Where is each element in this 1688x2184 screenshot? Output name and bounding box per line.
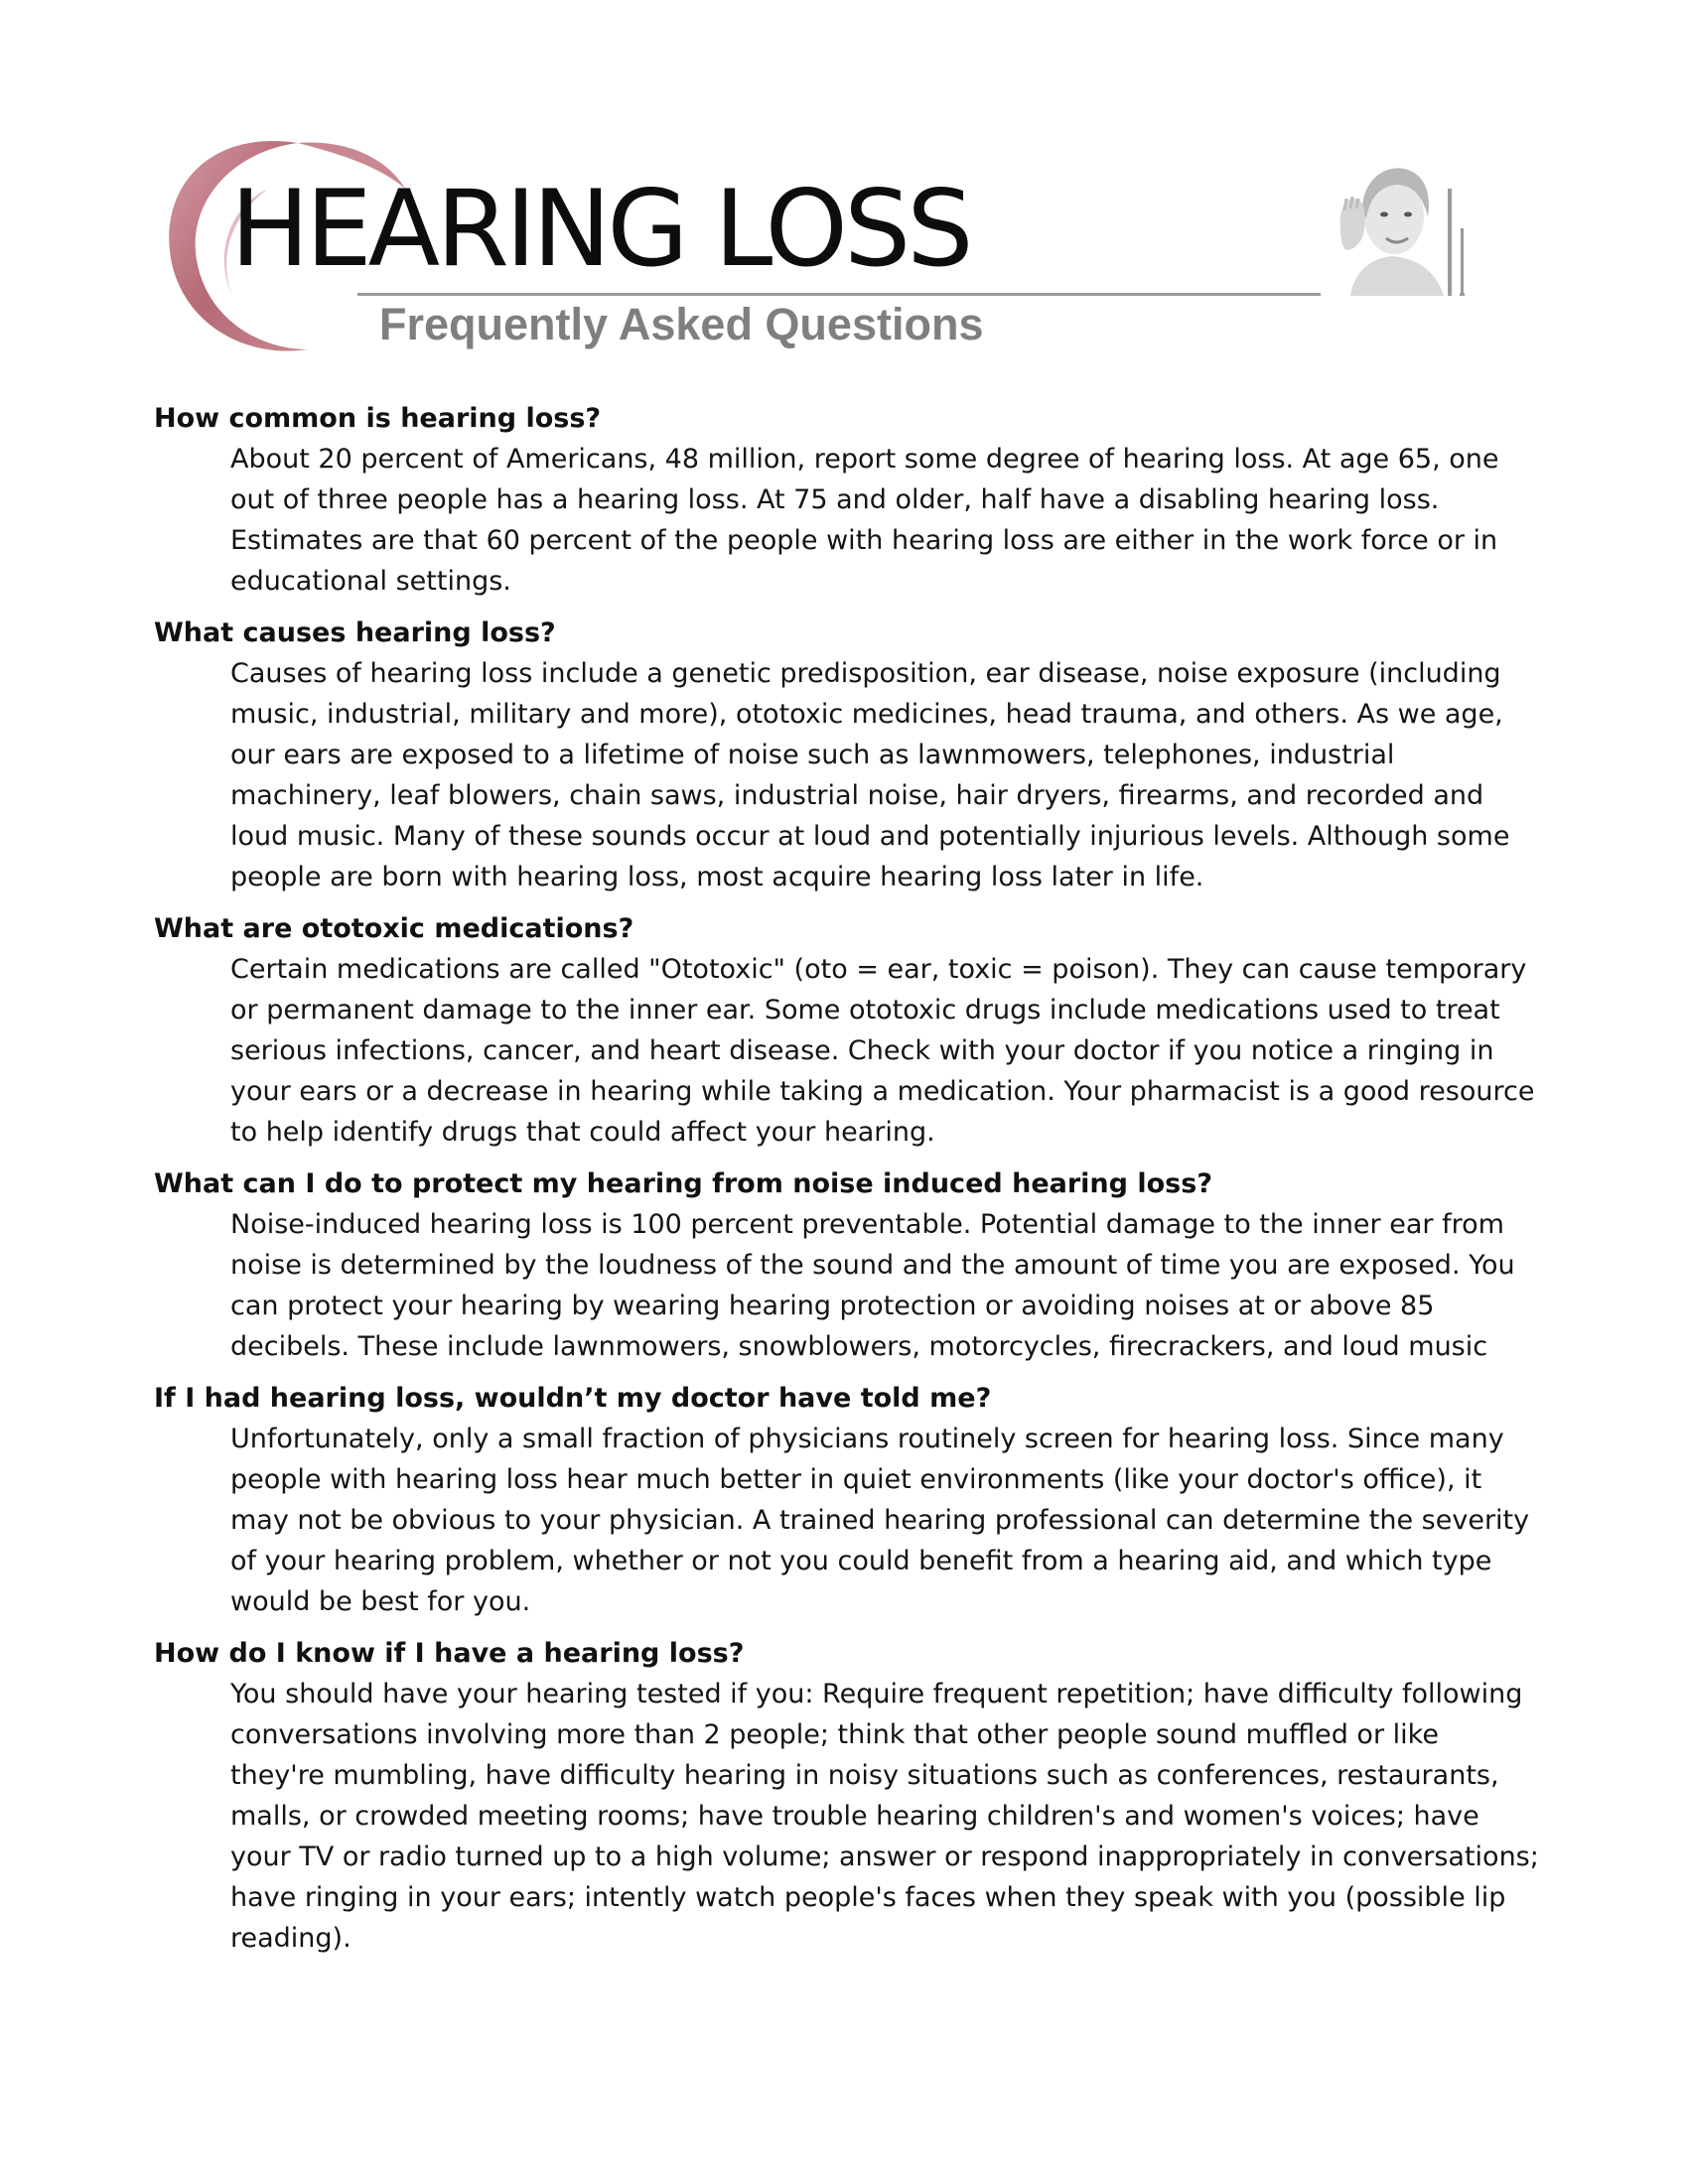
faq-answer: Certain medications are called "Ototoxic" (oto = ear, toxic = poison). They can cause temporary or permanent damage to the inner ear. Some ototoxic drugs include medications used to treat serious infections, cancer, and heart disease. Check with your doctor if you notice a ringing in your ears or a decrease in hearing while taking a medication. Your pharmacist is a good resource to help identify drugs that could affect your hearing. [230, 954, 1535, 1148]
faq-question: How common is hearing loss? [154, 403, 602, 434]
title-divider [357, 293, 1465, 296]
faq-item [154, 1379, 1544, 1622]
page-subtitle: Frequently Asked Questions [379, 299, 984, 349]
faq-answer: Unfortunately, only a small fraction of physicians routinely screen for hearing loss. Since many people with hearing loss hear much better in quiet environments (like your doctor's office), it may not be obvious to your physician. A trained hearing professional can determine the severity of your hearing problem, whether or not you could benefit from a hearing aid, and which type would be best for you. [230, 1424, 1530, 1617]
faq-answer: Noise-induced hearing loss is 100 percent preventable. Potential damage to the inner ear from noise is determined by the loudness of the sound and the amount of time you are exposed. You can protect your hearing by wearing hearing protection or avoiding noises at or above 85 decibels. These include lawnmowers, snowblowers, motorcycles, firecrackers, and loud music [230, 1209, 1515, 1362]
faq-item [154, 614, 1544, 897]
faq-answer: You should have your hearing tested if you: Require frequent repetition; have difficulty following conversations involving more than 2 people; think that other people sound muffled or like they're mumbling, have difficulty hearing in noisy situations such as conferences, restaurants, malls, or crowded meeting rooms; have trouble hearing children's and women's voices; have your TV or radio turned up to a high volume; answer or respond inappropriately in conversations; have ringing in your ears; intently watch people's faces when they speak with you (possible lip reading). [230, 1679, 1539, 1954]
faq-item [154, 1634, 1544, 1959]
faq-item [154, 909, 1544, 1153]
header-banner [0, 0, 1688, 377]
faq-question: How do I know if I have a hearing loss? [154, 1638, 745, 1669]
faq-question: What can I do to protect my hearing from noise induced hearing loss? [154, 1168, 1212, 1199]
title-divider-end [1461, 228, 1464, 296]
faq-question: If I had hearing loss, wouldn’t my doctor have told me? [154, 1383, 992, 1414]
faq-list [154, 399, 1544, 1971]
faq-answer: Causes of hearing loss include a genetic predisposition, ear disease, noise exposure (including music, industrial, military and more), ototoxic medicines, head trauma, and others. As we age, our ears are exposed to a lifetime of noise such as lawnmowers, telephones, industrial machinery, leaf blowers, chain saws, industrial noise, hair dryers, firearms, and recorded and loud music. Many of these sounds occur at loud and potentially injurious levels. Although some people are born with hearing loss, most acquire hearing loss later in life. [230, 658, 1510, 892]
woman-listening-icon [1321, 159, 1460, 296]
page-title: HEARING LOSS [230, 168, 970, 290]
faq-item [154, 1164, 1544, 1367]
faq-answer: About 20 percent of Americans, 48 million, report some degree of hearing loss. At age 65, one out of three people has a hearing loss. At 75 and older, half have a disabling hearing loss. Estimates are that 60 percent of the people with hearing loss are either in the work force or in educational settings. [230, 444, 1499, 597]
faq-item [154, 399, 1544, 602]
faq-question: What causes hearing loss? [154, 617, 556, 648]
faq-question: What are ototoxic medications? [154, 913, 634, 944]
